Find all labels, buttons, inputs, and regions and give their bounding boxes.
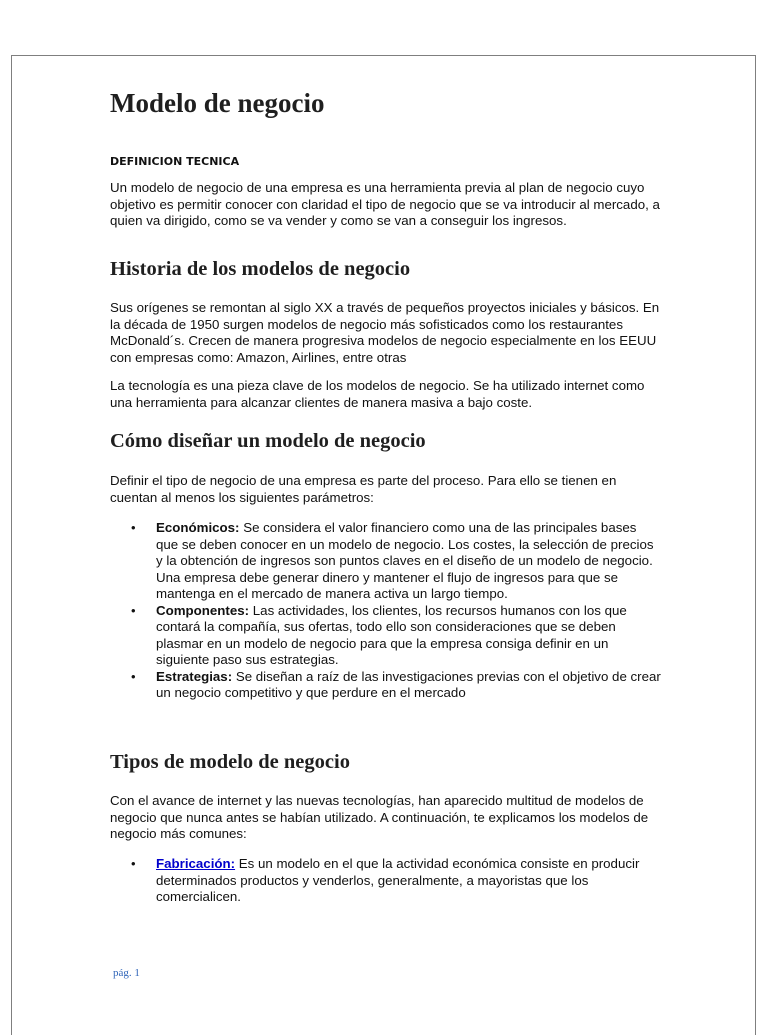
definition-text: Un modelo de negocio de una empresa es una herramienta previa al plan de negocio cuyo objetivo es permitir conocer con claridad el tipo de negocio que se va introducir al mercado, a quien va dirigido, como se va vender y como se van a conseguir los ingresos. (110, 180, 660, 228)
bullet-icon: • (131, 602, 136, 618)
list-item (110, 856, 662, 906)
list-item (110, 669, 662, 702)
page-title: Modelo de negocio (110, 88, 325, 118)
bullet-icon: • (131, 520, 136, 535)
history-heading: Historia de los modelos de negocio (110, 258, 411, 280)
bullet-icon: • (131, 856, 136, 871)
definition-label: DEFINICION TECNICA (110, 155, 240, 168)
fabricacion-link[interactable]: Fabricación: (156, 856, 236, 871)
list-item (110, 520, 662, 603)
types-heading: Tipos de modelo de negocio (110, 751, 350, 773)
list-item-text: Se diseñan a raíz de las investigaciones previas con el objetivo de crear un negocio competitivo y que perdure en el mercado (156, 668, 661, 700)
design-heading: Cómo diseñar un modelo de negocio (110, 430, 426, 452)
bullet-icon: • (131, 668, 136, 684)
document-page (11, 55, 756, 1035)
history-paragraph-1: Sus orígenes se remontan al siglo XX a través de pequeños proyectos iniciales y básicos. En la década de 1950 surgen modelos de negocio más sofisticados como los restaurantes McDonald´s. Crecen de manera progresiva modelos de negocio especialmente en los EEUU con empresas como: Amazon, Airlines, entre otras (110, 300, 660, 365)
list-item (110, 603, 662, 669)
list-item-text: Se considera el valor financiero como una de las principales bases que se deben conocer en un modelo de negocio. Los costes, la selección de precios y la obtención de ingresos son puntos claves en el diseño de un modelo de negocio. Una empresa debe generar dinero y mantener el flujo de ingresos para que se mantenga en el mercado de manera activa un largo tiempo. (156, 520, 654, 601)
list-item-term: Económicos: (156, 520, 240, 535)
list-item-term: Componentes: (156, 602, 250, 618)
design-intro: Definir el tipo de negocio de una empresa es parte del proceso. Para ello se tienen en cuentan al menos los siguientes parámetros: (110, 473, 617, 505)
types-list (110, 856, 662, 906)
list-item-term: Estrategias: (156, 668, 233, 684)
types-intro: Con el avance de internet y las nuevas tecnologías, han aparecido multitud de modelos de negocio que nunca antes se habían utilizado. A continuación, te explicamos los modelos de negocio más comunes: (110, 793, 649, 841)
list-item-text: Las actividades, los clientes, los recursos humanos con los que contará la compañía, sus ofertas, todo ello son consideraciones que se deben plasmar en un modelo de negocio para que la empresa consiga definir en un siguiente paso sus estrategias. (156, 602, 627, 667)
list-item-text: Es un modelo en el que la actividad económica consiste en producir determinados productos y venderlos, generalmente, a mayoristas que los comercialicen. (156, 856, 640, 904)
design-parameters-list (110, 520, 662, 702)
page-number: pág. 1 (113, 967, 140, 979)
history-paragraph-2: La tecnología es una pieza clave de los modelos de negocio. Se ha utilizado internet como una herramienta para alcanzar clientes de manera masiva a bajo coste. (110, 378, 645, 410)
